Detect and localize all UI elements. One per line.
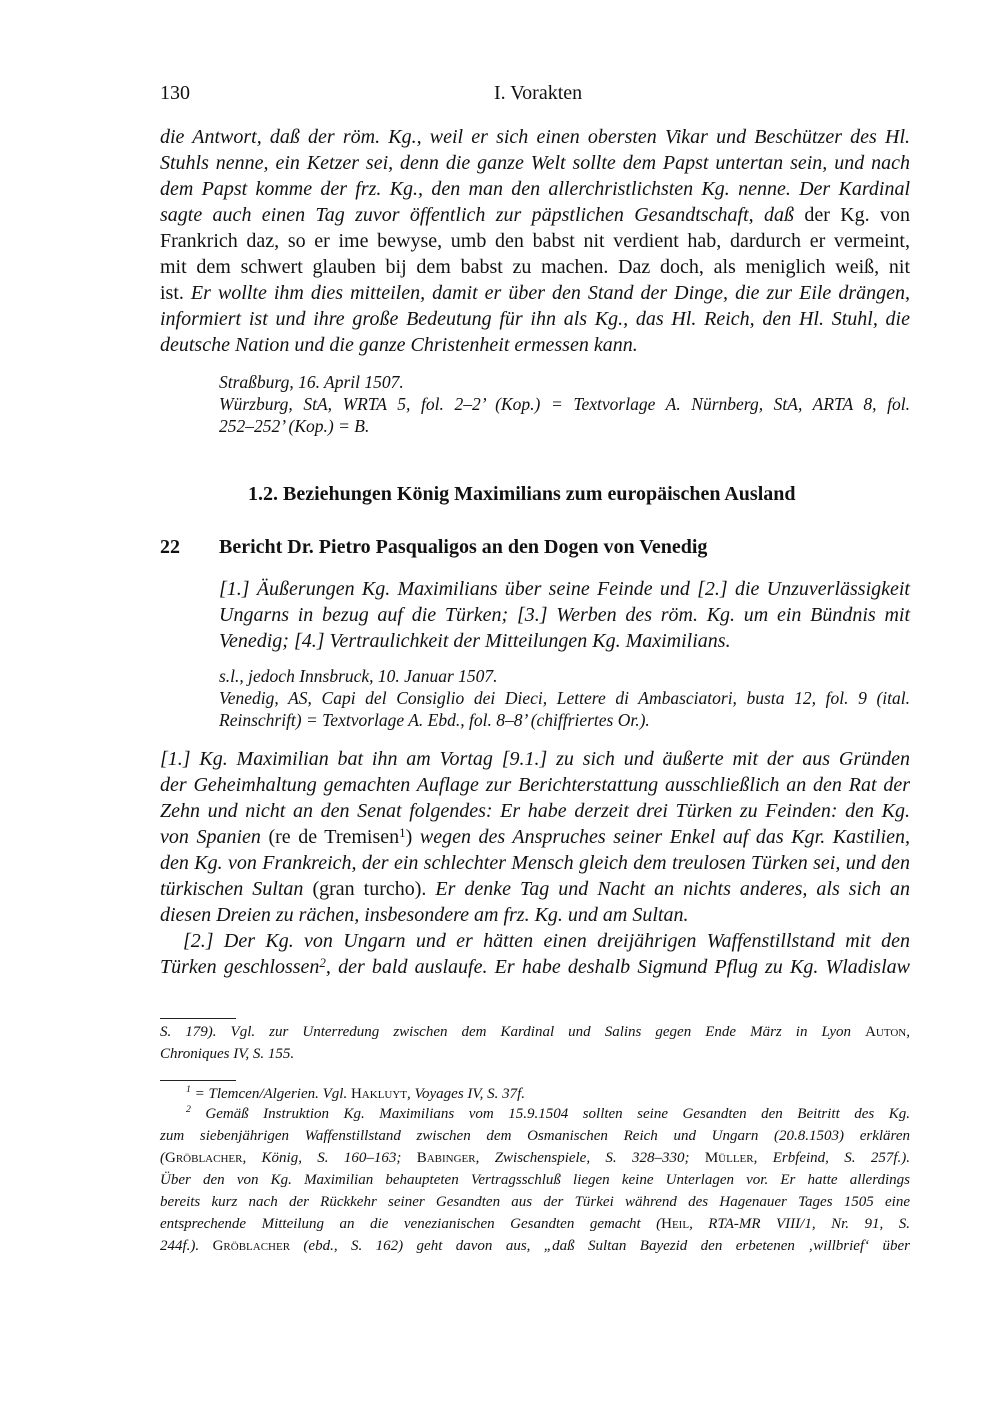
body-line-4 xyxy=(160,824,910,850)
footnote-1-b: , Voyages IV, S. 37f. xyxy=(407,1086,526,1102)
intro-source-date: Straßburg, 16. April 1507. xyxy=(219,372,404,392)
footnote-2-line-5: bereits kurz nach der Rückkehr seiner Gesandten aus der Türkei während des Hagenauer Tages 1505 eine xyxy=(160,1194,910,1210)
summary-line-3: Venedig; [4.] Vertraulichkeit der Mitteilungen Kg. Maximilians. xyxy=(219,630,731,652)
footnote-2-l6b: , RTA-MR VIII/1, Nr. 91, S. xyxy=(689,1216,910,1232)
body-line-6-b: (gran turcho). xyxy=(312,878,436,900)
intro-line-7 xyxy=(160,280,910,306)
body-line-9-b: , der bald auslaufe. Er habe deshalb Sigmund Pflug zu Kg. Wladislaw xyxy=(325,956,910,978)
body-line-4-a: von Spanien xyxy=(160,826,269,848)
section-heading: 1.2. Beziehungen König Maximilians zum europäischen Ausland xyxy=(248,483,796,505)
body-line-5: den Kg. von Frankreich, der ein schlechter Mensch gleich dem treulosen Türken sei, und den xyxy=(160,852,910,874)
footnote-2-author-babinger: Babinger xyxy=(416,1150,476,1166)
carryover-note-b: , xyxy=(906,1024,910,1040)
body-line-2: der Geheimhaltung gemachten Auflage zur Berichterstattung ausschließlich an den Rat der xyxy=(160,774,910,796)
intro-line-8: informiert ist und ihre große Bedeutung für ihn als Kg., das Hl. Reich, den Hl. Stuhl, die xyxy=(160,308,910,330)
footnote-1-a: = Tlemcen/Algerien. Vgl. xyxy=(190,1086,351,1102)
footnote-2-l7b: (ebd., S. 162) geht davon aus, „daß Sultan Bayezid den erbetenen ‚willbrief‘ über xyxy=(290,1238,910,1254)
document-source-date: s.l., jedoch Innsbruck, 10. Januar 1507. xyxy=(219,666,498,686)
body-line-3: Zehn und nicht an den Senat folgendes: Er habe derzeit drei Türken zu Feinden: den Kg. xyxy=(160,800,910,822)
footnote-2-author-groeblacher: Gröblacher xyxy=(165,1150,243,1166)
intro-line-4 xyxy=(160,202,910,228)
footnote-2-author-mueller: Müller xyxy=(704,1150,754,1166)
footnote-2-line-4: Über den von Kg. Maximilian behaupteten Vertragsschluß liegen keine Unterlagen vor. Er hatte allerdings xyxy=(160,1172,910,1188)
document-source-archive-2: Reinschrift) = Textvorlage A. Ebd., fol. 8–8’ (chiffriertes Or.). xyxy=(219,710,650,730)
page-number: 130 xyxy=(160,82,190,104)
intro-line-6: mit dem schwert glauben bij dem babst zu machen. Daz doch, als meniglich weiß, nit xyxy=(160,256,910,278)
footnote-rule-2 xyxy=(160,1080,236,1081)
body-line-6 xyxy=(160,876,910,902)
footnote-2-l3a: ( xyxy=(160,1150,165,1166)
intro-source-archive-2: 252–252’ (Kop.) = B. xyxy=(219,416,370,436)
body-line-6-a: türkischen Sultan xyxy=(160,878,313,900)
carryover-note-author: Auton xyxy=(865,1024,907,1040)
footnote-2-l3d: , Erbfeind, S. 257f.). xyxy=(753,1150,911,1166)
intro-line-4-roman: der Kg. von xyxy=(793,204,910,226)
footnote-1 xyxy=(186,1083,525,1105)
footnote-2-line-3 xyxy=(160,1147,910,1169)
body-line-6-c: Er denke Tag und Nacht an nichts anderes, als sich an xyxy=(435,878,910,900)
carryover-note-a: S. 179). Vgl. zur Unterredung zwischen dem Kardinal und Salins gegen Ende März in Lyon xyxy=(160,1024,866,1040)
footnote-2-line-6 xyxy=(160,1213,910,1235)
footnote-2-l6a: entsprechende Mitteilung an die venezianischen Gesandten gemacht ( xyxy=(160,1216,662,1232)
footnote-2-l3c: , Zwischenspiele, S. 328–330; xyxy=(475,1150,705,1166)
intro-line-3: dem Papst komme der frz. Kg., den man den allerchristlichsten Kg. nenne. Der Kardinal xyxy=(160,178,910,200)
footnote-2-mark: 2 xyxy=(186,1104,191,1115)
intro-source-archive-1: Würzburg, StA, WRTA 5, fol. 2–2’ (Kop.) = Textvorlage A. Nürnberg, StA, ARTA 8, fol. xyxy=(219,394,910,414)
body-line-1: [1.] Kg. Maximilian bat ihn am Vortag [9.1.] zu sich und äußerte mit der aus Gründen xyxy=(160,748,910,770)
carryover-note-line-1 xyxy=(160,1021,910,1043)
body-line-4-c: ) xyxy=(405,826,420,848)
footnote-2-line-7 xyxy=(160,1235,910,1257)
summary-line-1: [1.] Äußerungen Kg. Maximilians über seine Feinde und [2.] die Unzuverlässigkeit xyxy=(219,578,910,600)
footnote-2-line-2: zum siebenjährigen Waffenstillstand zwischen dem Osmanischen Reich und Ungarn (20.8.1503) erklären xyxy=(160,1128,910,1144)
intro-line-9: deutsche Nation und die ganze Christenheit ermessen kann. xyxy=(160,334,638,356)
body-line-9-a: Türken geschlossen xyxy=(160,956,320,978)
document-title: Bericht Dr. Pietro Pasqualigos an den Dogen von Venedig xyxy=(219,536,708,558)
footnote-1-author: Hakluyt xyxy=(350,1086,408,1102)
body-line-7: diesen Dreien zu rächen, insbesondere am frz. Kg. und am Sultan. xyxy=(160,904,689,926)
footnote-rule-1 xyxy=(160,1018,236,1019)
summary-line-2: Ungarns in bezug auf die Türken; [3.] Werben des röm. Kg. um ein Bündnis mit xyxy=(219,604,910,626)
footnote-2-author-groeblacher-2: Gröblacher xyxy=(212,1238,291,1254)
body-line-4-d: wegen des Anspruches seiner Enkel auf das Kgr. Kastilien, xyxy=(419,826,910,848)
document-source-archive-1: Venedig, AS, Capi del Consiglio dei Dieci, Lettere di Ambasciatori, busta 12, fol. 9 (ital. xyxy=(219,688,910,708)
body-line-8: [2.] Der Kg. von Ungarn und er hätten einen dreijährigen Waffenstillstand mit den xyxy=(183,930,910,952)
running-title: I. Vorakten xyxy=(494,82,583,104)
body-line-4-b: (re de Tremisen xyxy=(268,826,400,848)
footnote-2-l7a: 244f.). xyxy=(160,1238,213,1254)
footnote-1-mark: 1 xyxy=(186,1084,191,1095)
footnote-2-line-1 xyxy=(186,1103,910,1125)
intro-line-5: Frankrich daz, so er ime bewyse, umb den babst nit verdient hab, dardurch er vermeint, xyxy=(160,230,910,252)
intro-line-7-italic: Er wollte ihm dies mitteilen, damit er über den Stand der Dinge, die zur Eile drängen, xyxy=(190,282,910,304)
footnote-ref-2[interactable]: 2 xyxy=(319,955,326,970)
intro-line-1: die Antwort, daß der röm. Kg., weil er sich einen obersten Vikar und Beschützer des Hl. xyxy=(160,126,910,148)
intro-line-4-italic: sagte auch einen Tag zuvor öffentlich zur päpstlichen Gesandtschaft, daß xyxy=(160,204,794,226)
intro-line-7-roman: ist. xyxy=(160,282,191,304)
intro-line-2: Stuhls nenne, ein Ketzer sei, denn die ganze Welt sollte dem Papst untertan sein, und nach xyxy=(160,152,910,174)
footnote-2-l1: Gemäß Instruktion Kg. Maximilians vom 15.9.1504 sollten seine Gesandten den Beitritt des Kg. xyxy=(190,1106,910,1122)
document-number: 22 xyxy=(160,536,180,558)
footnote-2-author-heil: Heil xyxy=(661,1216,690,1232)
body-line-9 xyxy=(160,954,910,980)
carryover-note-line-2: Chroniques IV, S. 155. xyxy=(160,1046,295,1062)
footnote-ref-1[interactable]: 1 xyxy=(399,825,406,840)
footnote-2-l3b: , König, S. 160–163; xyxy=(242,1150,417,1166)
